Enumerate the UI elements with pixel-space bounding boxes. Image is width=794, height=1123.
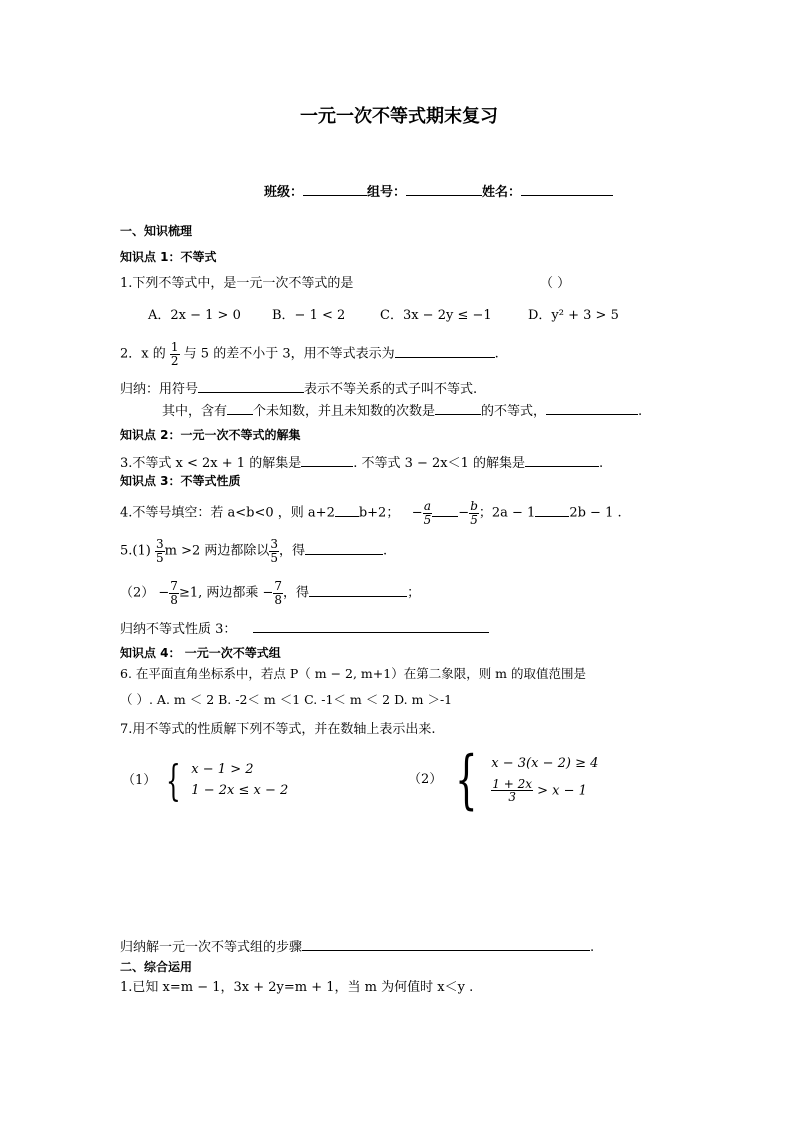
knowledge-point-2: 知识点 2：一元一次不等式的解集 xyxy=(120,428,301,442)
question-7-part-1 xyxy=(122,756,289,805)
knowledge-point-3: 知识点 3：不等式性质 xyxy=(120,474,241,488)
summary-4-label: 归纳解一元一次不等式组的步骤 xyxy=(120,940,303,955)
question-5-p1-pre: 5.(1) xyxy=(120,543,151,559)
question-5-p1-mid: m >2 两边都除以 xyxy=(164,543,270,559)
fraction-b-over-5 xyxy=(469,500,479,526)
knowledge-point-1: 知识点 1：不等式 xyxy=(120,250,217,264)
question-5-p2-post: ，得 xyxy=(283,585,310,601)
comprehensive-question-1: 1.已知 x=m − 1，3x + 2y=m + 1，当 m 为何值时 x＜y . xyxy=(120,980,474,995)
question-2-pre: 2．x 的 xyxy=(120,346,166,362)
question-3-blank-1[interactable] xyxy=(301,454,353,467)
question-3-b: . 不等式 3 − 2x＜1 的解集是 xyxy=(353,456,526,471)
question-5-p1-post: ，得 xyxy=(279,543,306,559)
question-4: 4.不等号填空：若 a<b<0 ，则 a+2 b+2； − $\frac{a}{5}$ − $\frac{b}{5}$ ；2a − 1 2b − 1 . xyxy=(120,499,622,527)
question-5-blank-2[interactable] xyxy=(309,584,407,597)
summary-1-line-1 xyxy=(120,380,477,398)
class-label: 班级： xyxy=(264,185,304,200)
fraction-denominator: 8 xyxy=(274,592,283,607)
fraction-one-half xyxy=(170,341,180,367)
summary-1-blank-count[interactable] xyxy=(227,402,253,415)
system-1-row-1: x − 1 > 2 xyxy=(191,762,254,778)
inequality-system-2 xyxy=(491,756,598,804)
question-3-a: 3.不等式 x < 2x + 1 的解集是 xyxy=(120,456,302,471)
fraction-numerator: b xyxy=(470,499,478,513)
fraction-numerator: 3 xyxy=(155,537,164,551)
question-1-option-c[interactable]: C．3x − 2y ≤ −1 xyxy=(380,308,492,323)
fraction-three-fifths xyxy=(155,538,165,564)
question-1-option-d[interactable]: D．y² + 3 > 5 xyxy=(528,308,619,323)
question-5-p2-end: ； xyxy=(407,585,421,601)
question-6-line-2[interactable]: （ ）. A. m ＜ 2 B. -2＜ m ＜1 C. -1＜ m ＜ 2 D. m ＞-1 xyxy=(120,692,453,707)
summary-1-blank-symbol[interactable] xyxy=(198,380,304,393)
question-5-part-2 xyxy=(120,580,420,606)
student-info-header xyxy=(264,183,613,201)
fraction-seven-eighths xyxy=(169,580,179,606)
fraction-a-over-5 xyxy=(423,500,433,526)
question-5-part-1 xyxy=(120,538,387,564)
fraction-numerator: 7 xyxy=(274,579,283,593)
section-1-heading: 一、知识梳理 xyxy=(120,224,193,238)
fraction-1-plus-2x-over-3 xyxy=(491,778,533,804)
question-7-text: 7.用不等式的性质解下列不等式，并在数轴上表示出来. xyxy=(120,722,436,737)
summary-1-b: 个未知数，并且未知数的次数是 xyxy=(253,404,436,419)
summary-1-c: 的不等式， xyxy=(481,404,547,419)
group-label: 组号： xyxy=(367,185,407,200)
question-7-p2-label: （2） xyxy=(408,772,443,788)
fraction-denominator: 5 xyxy=(470,512,478,527)
question-1-answer-bracket[interactable]: （ ） xyxy=(540,276,571,291)
question-3-end: . xyxy=(599,456,604,471)
question-4-mid: b+2； xyxy=(358,505,400,521)
question-4-part3a: ；2a − 1 xyxy=(478,505,536,521)
fraction-denominator: 5 xyxy=(423,512,432,527)
summary-1-post: 表示不等关系的式子叫不等式. xyxy=(304,382,478,397)
question-6-line-1: 6. 在平面直角坐标系中，若点 P（ m − 2, m+1）在第二象限，则 m 的取值范围是 xyxy=(120,666,587,681)
summary-3 xyxy=(120,620,489,638)
knowledge-point-4: 知识点 4： 一元一次不等式组 xyxy=(120,646,281,660)
question-4-blank-2[interactable] xyxy=(432,504,458,517)
question-4-blank-3[interactable] xyxy=(535,504,569,517)
system-1-row-2: 1 − 2x ≤ x − 2 xyxy=(191,783,289,798)
inequality-system-1 xyxy=(191,760,288,802)
question-5-p1-end: . xyxy=(383,543,388,559)
left-brace: { xyxy=(166,756,182,805)
system-2-row-1: x − 3(x − 2) ≥ 4 xyxy=(491,756,599,772)
fraction-numerator: 1 + 2x xyxy=(492,776,533,791)
question-2-end: . xyxy=(494,346,499,362)
question-4-blank-1[interactable] xyxy=(335,504,359,517)
fraction-denominator: 2 xyxy=(170,353,179,368)
question-5-p2-mid: ≥1, 两边都乘 − xyxy=(178,585,274,601)
name-label: 姓名： xyxy=(482,185,522,200)
summary-1-a: 其中，含有 xyxy=(162,404,228,419)
question-1-text: 1.下列不等式中，是一元一次不等式的是 xyxy=(120,276,354,291)
left-brace: { xyxy=(455,743,478,817)
system-2-row-2 xyxy=(491,778,598,804)
summary-3-label: 归纳不等式性质 3： xyxy=(120,622,237,637)
fraction-numerator: 1 xyxy=(170,340,179,354)
question-7-part-2 xyxy=(408,743,599,817)
summary-1-pre: 归纳：用符号 xyxy=(120,382,199,397)
fraction-denominator: 5 xyxy=(270,550,279,565)
fraction-denominator: 8 xyxy=(170,592,178,607)
fraction-numerator: 3 xyxy=(270,537,279,551)
fraction-denominator: 3 xyxy=(508,790,516,805)
question-4-pre: 4.不等号填空：若 a<b<0 ，则 a+2 xyxy=(120,505,335,521)
page-title: 一元一次不等式期末复习 xyxy=(300,106,498,127)
summary-3-blank[interactable] xyxy=(253,620,489,633)
fraction-three-fifths-2 xyxy=(269,538,279,564)
question-1-option-b[interactable]: B．− 1 < 2 xyxy=(272,308,346,323)
question-5-p2-pre: （2） − xyxy=(120,585,170,601)
name-field[interactable] xyxy=(521,183,613,196)
question-4-part3b: 2b − 1 . xyxy=(569,505,622,521)
question-5-blank-1[interactable] xyxy=(305,542,383,555)
question-2-post: 与 5 的差不小于 3，用不等式表示为 xyxy=(183,346,395,362)
summary-4: 归纳解一元一次不等式组的步骤 . xyxy=(120,940,595,955)
summary-4-blank[interactable] xyxy=(302,938,590,951)
question-3-blank-2[interactable] xyxy=(525,454,599,467)
fraction-numerator: 7 xyxy=(170,579,178,593)
question-2 xyxy=(120,341,499,367)
fraction-numerator: a xyxy=(423,499,432,513)
group-field[interactable] xyxy=(406,183,482,196)
question-7-p1-label: （1） xyxy=(122,773,157,789)
question-1-option-a[interactable]: A．2x − 1 > 0 xyxy=(148,308,241,323)
section-2-heading: 二、综合运用 xyxy=(120,960,193,974)
question-3 xyxy=(120,454,603,472)
summary-1-line-2 xyxy=(162,402,642,420)
fraction-seven-eighths-2 xyxy=(273,580,283,606)
class-field[interactable] xyxy=(303,183,367,196)
summary-1-blank-name[interactable] xyxy=(546,402,638,415)
system-2-row-2-post: > x − 1 xyxy=(537,783,587,799)
fraction-denominator: 5 xyxy=(155,550,164,565)
summary-1-end: . xyxy=(638,404,643,419)
question-2-answer-blank[interactable] xyxy=(395,345,495,358)
summary-1-blank-degree[interactable] xyxy=(435,402,481,415)
